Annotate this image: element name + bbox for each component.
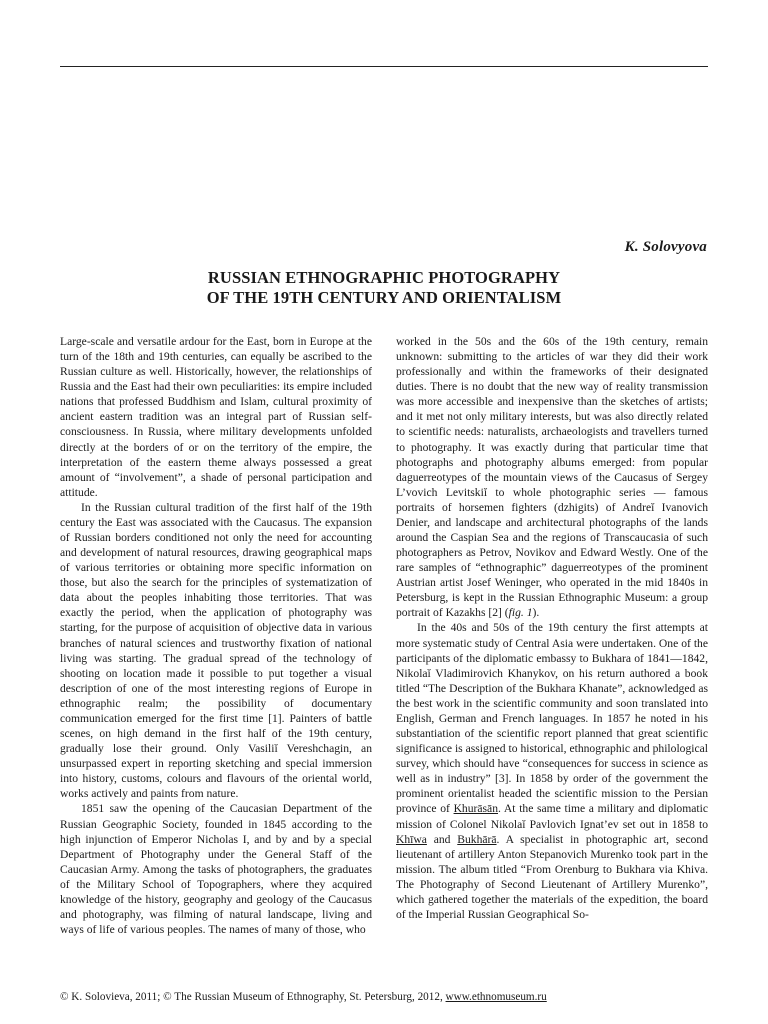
paragraph-text: ). xyxy=(532,606,540,620)
paragraph-text: and xyxy=(426,832,458,846)
article-title xyxy=(60,268,708,308)
paragraph: Large-scale and versatile ardour for the East, born in Europe at the turn of the 18th and 19th centuries, can equally be ascribed to the Russian culture as well. Historically, however, the relationships of Russia and the East had their own peculiarities: its empire included nations that professed Buddhism and Islam, cultural proximity of ancient eastern tradition was an integral part of Russian self-consciousness. In Russia, where military developments unfolded directly at the borders of or on the territory of the empire, the interpretation of the eastern theme always possessed a great amount of “involvement”, a shade of personal participation and attitude. xyxy=(60,335,372,499)
paragraph xyxy=(396,334,708,620)
right-column xyxy=(396,334,708,922)
top-rule xyxy=(60,66,708,67)
place-name-khiva: Khīwa xyxy=(396,832,427,846)
paragraph: 1851 saw the opening of the Caucasian Department of the Russian Geographic Society, founded in 1845 according to the high injunction of Emperor Nicholas I, and by and by a special Department of Photography under the General Staff of the Caucasian Army. Among the tasks of photographers, the graduates of the Military School of Topographers, where they acquired knowledge of the history, geography and geology of the Caucasus and photography, was filming of natural landscape, living and ways of life of various peoples. The names of many of those, who xyxy=(60,802,372,937)
museum-website-link[interactable]: www.ethnomuseum.ru xyxy=(445,991,547,1003)
left-column xyxy=(60,334,372,937)
title-line-2: OF THE 19TH CENTURY AND ORIENTALISM xyxy=(206,288,562,307)
paragraph-text: worked in the 50s and the 60s of the 19th century, remain unknown: submitting to the articles of war they did their work professionally and within the frameworks of their designated duties. There is no doubt that the new way of reality transmission was more accessible and inexpensive than the sketches of artists; and it met not only military interests, but was also directly related to scientific needs: naturalists, archaeologists and travellers turned to photography. It was exactly during that particular time that photographs and photography albums emerged: from popular daguerreotypes of the mountain views of the Caucasus of Sergey L’vovich Levitskiĭ to whole photographic series — famous portraits of horsemen fighters (dzhigits) of Andreĭ Ivanovich Denier, and landscape and architectural photographs of the lands around the Caspian Sea and the regions of Transcaucasia of such photographers as Petrov, Novikov and Edward Westly. One of the rare samples of “ethnographic” daguerreotypes of the prominent Austrian artist Josef Weninger, who operated in the mid 1840s in Petersburg, is kept in the Russian Ethnographic Museum: a group portrait of Kazakhs [2] ( xyxy=(396,335,708,620)
title-line-1: RUSSIAN ETHNOGRAPHIC PHOTOGRAPHY xyxy=(207,268,561,287)
figure-reference: fig. 1 xyxy=(508,606,533,620)
paragraph: In the Russian cultural tradition of the first half of the 19th century the East was associated with the Caucasus. The expansion of Russian borders conditioned not only the need for accounting and development of natural resources, drawing geographical maps of various territories or obtaining more specific information on those, but also the search for the principles of systematization of data about the peoples inhabiting those territories. That was exactly the period, when the application of photography was starting, for the purpose of acquisition of objective data in various branches of natural sciences and trustworthy fixation of national living was starting. The gradual spread of the technology of shooting on location made it possible to put together a visual description of one of the most interesting regions of Europe in ethnographic realm; the possibility of documentary communication emerged for the first time [1]. Painters of battle scenes, on high demand in the first half of the 19th century, gradually lose their ground. Only Vasiliĭ Vereshchagin, an unsurpassed expert in reporting sketching and special immersion into history, customs, colours and flavours of the oriental world, works actively and paints from nature. xyxy=(60,500,372,801)
footer-copyright xyxy=(60,991,547,1003)
copyright-text: © K. Solovieva, 2011; © The Russian Museum of Ethnography, St. Petersburg, 2012, xyxy=(60,991,446,1003)
paragraph xyxy=(396,620,708,922)
paragraph-text: . A specialist in photographic art, second lieutenant of artillery Anton Stepanovich Murenko took part in the mission. The album titled “From Orenburg to Bukhara via Khiva. The Photography of Second Lieutenant of Artillery Murenko”, which gathered together the materials of the expedition, the board of the Imperial Russian Geographical So- xyxy=(396,832,708,921)
place-name-bukhara: Bukhārā xyxy=(457,832,497,846)
paragraph-text: In the 40s and 50s of the 19th century the first attempts at more systematic study of Central Asia were undertaken. One of the participants of the diplomatic embassy to Bukhara of 1841—1842, Nikolaĭ Vladimirovich Khanykov, on his return authored a book titled “The Description of the Bukhara Khanate”, acknowledged as the best work in the scientific community and soon translated into English, German and French languages. In 1857 he noted in his substantiation of the scientific report planned that great scientific significance is assigned to historical, ethnographic and philological survey, which should have “consequences for success in science as well as in industry” [3]. In 1858 by order of the government the prominent orientalist headed the scientific mission to the Persian province of xyxy=(396,621,708,816)
paragraph-text: . At the same time a military and diplomatic mission of Colonel Nikolaĭ Pavlovich Ignat’ev set out in 1858 to xyxy=(396,802,708,831)
place-name-khurasan: Khurāsān xyxy=(453,802,498,816)
author-name: K. Solovyova xyxy=(624,239,707,255)
